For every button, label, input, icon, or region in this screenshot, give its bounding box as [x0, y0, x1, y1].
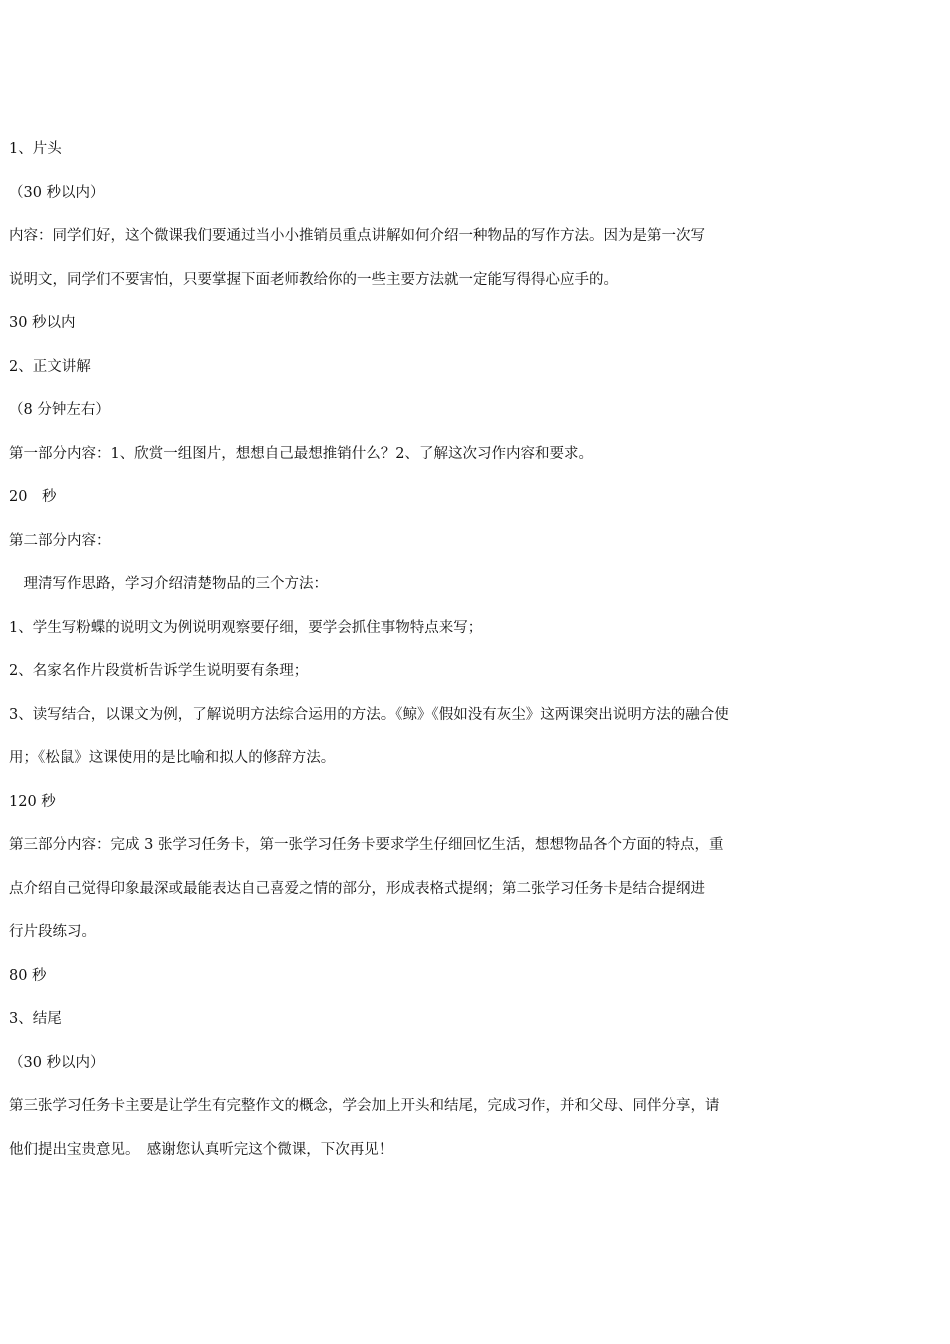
list-item: 1、学生写粉蝶的说明文为例说明观察要仔细，要学会抓住事物特点来写； — [9, 619, 483, 636]
section-heading-main: 2、正文讲解 — [9, 358, 91, 375]
list-item: 2、名家名作片段赏析告诉学生说明要有条理； — [9, 663, 309, 679]
paragraph-line: 用；《松鼠》这课使用的是比喻和拟人的修辞方法。 — [9, 750, 336, 766]
paragraph-line: 第二部分内容： — [9, 532, 111, 549]
duration-note: 30 秒以内 — [9, 315, 76, 331]
paragraph-line: 第三部分内容：完成 3 张学习任务卡，第一张学习任务卡要求学生仔细回忆生活，想想物品各个方面的特点，重 — [9, 837, 724, 853]
section-heading-ending: 3、结尾 — [9, 1011, 62, 1027]
duration-note: （8 分钟左右） — [9, 402, 110, 418]
paragraph-line: 内容：同学们好，这个微课我们要通过当小小推销员重点讲解如何介绍一种物品的写作方法。因为是第一次写 — [9, 228, 705, 244]
duration-note: 120 秒 — [9, 793, 56, 810]
paragraph-line: 说明文，同学们不要害怕，只要掌握下面老师教给你的一些主要方法就一定能写得得心应手的。 — [9, 271, 618, 288]
paragraph-line: 行片段练习。 — [9, 924, 96, 940]
duration-note: 80 秒 — [9, 967, 47, 984]
paragraph-line: 点介绍自己觉得印象最深或最能表达自己喜爱之情的部分，形成表格式提纲；第二张学习任务卡是结合提纲进 — [9, 880, 705, 897]
duration-note: （30 秒以内） — [9, 1054, 105, 1071]
paragraph-line: 第一部分内容：1、欣赏一组图片，想想自己最想推销什么？2、了解这次习作内容和要求。 — [9, 445, 593, 462]
document-body — [9, 128, 809, 1172]
paragraph-line: 理清写作思路，学习介绍清楚物品的三个方法： — [9, 576, 328, 592]
duration-note: （30 秒以内） — [9, 184, 105, 201]
section-heading-opening: 1、片头 — [9, 141, 62, 157]
paragraph-line: 第三张学习任务卡主要是让学生有完整作文的概念，学会加上开头和结尾，完成习作，并和父母、同伴分享，请 — [9, 1098, 720, 1114]
paragraph-line: 他们提出宝贵意见。 感谢您认真听完这个微课，下次再见！ — [9, 1141, 394, 1158]
list-item: 3、读写结合，以课文为例，了解说明方法综合运用的方法。《鲸》《假如没有灰尘》这两课突出说明方法的融合使 — [9, 706, 729, 723]
duration-note: 20 秒 — [9, 489, 57, 505]
